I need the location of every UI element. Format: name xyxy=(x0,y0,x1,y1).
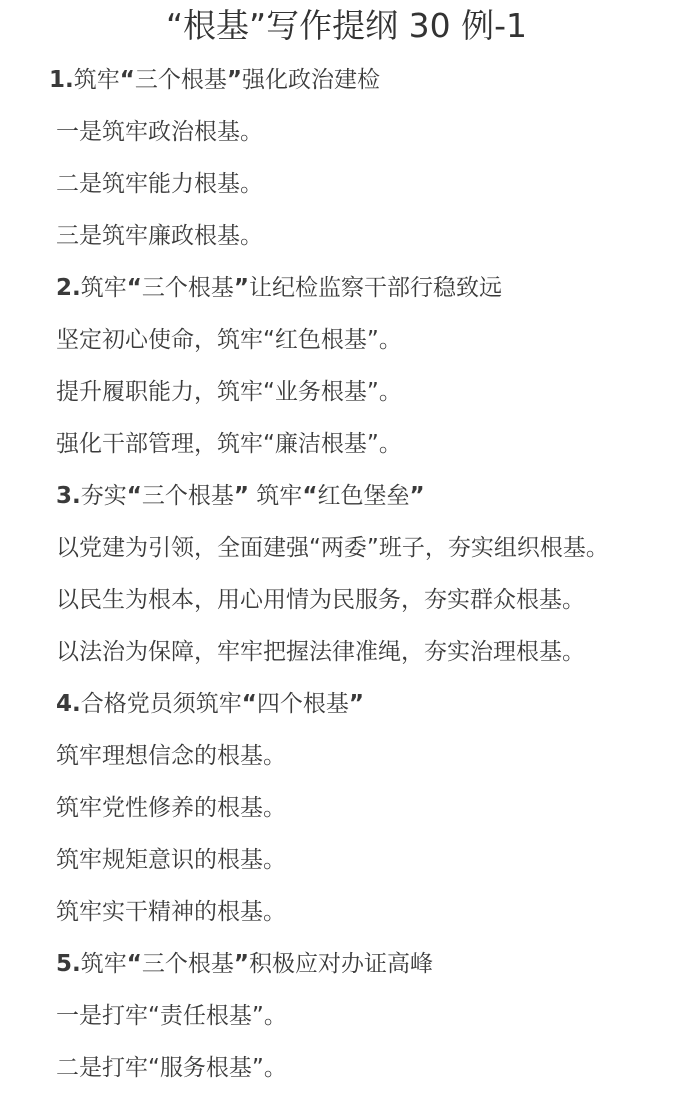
outline-item: 以法治为保障，牢牢把握法律准绳，夯实治理根基。 xyxy=(56,639,585,665)
section-heading-text: “ xyxy=(126,951,142,977)
section-heading-text: 红色堡垒 xyxy=(317,483,410,509)
outline-item: 三是筑牢廉政根基。 xyxy=(56,223,263,249)
outline-item: 筑牢理想信念的根基。 xyxy=(56,743,286,769)
section-heading-text: “ xyxy=(119,67,135,93)
section-heading-text: ” xyxy=(348,691,364,717)
section-number: 4. xyxy=(56,691,81,717)
section-heading-text: “ xyxy=(126,275,142,301)
section-heading-text: 合格党员须筑牢 xyxy=(80,691,242,717)
section-heading xyxy=(56,944,433,984)
section-heading-text: 三个根基 xyxy=(141,951,234,977)
section-heading-text: 积极应对办证高峰 xyxy=(249,951,433,977)
section-heading-text: 三个根基 xyxy=(141,275,234,301)
outline-item: 一是打牢“责任根基”。 xyxy=(56,1003,287,1029)
outline-item: 筑牢党性修养的根基。 xyxy=(56,795,286,821)
section-heading-text: ” xyxy=(233,483,249,509)
section-number: 2. xyxy=(56,275,81,301)
section-heading-text: 四个根基 xyxy=(256,691,349,717)
section-heading-text: “ xyxy=(302,483,318,509)
section-heading-text: “ xyxy=(241,691,257,717)
outline-item: 筑牢实干精神的根基。 xyxy=(56,899,286,925)
outline-item: 以民生为根本，用心用情为民服务，夯实群众根基。 xyxy=(56,587,585,613)
outline-item: 强化干部管理，筑牢“廉洁根基”。 xyxy=(56,431,402,457)
section-heading-text: 三个根基 xyxy=(141,483,234,509)
outline-item: 以党建为引领，全面建强“两委”班子，夯实组织根基。 xyxy=(56,535,609,561)
outline-item: 提升履职能力，筑牢“业务根基”。 xyxy=(56,379,402,405)
section-heading xyxy=(49,60,380,100)
section-heading-text: ” xyxy=(233,275,249,301)
section-heading-text: “ xyxy=(126,483,142,509)
outline-item: 筑牢规矩意识的根基。 xyxy=(56,847,286,873)
section-heading-text: 筑牢 xyxy=(80,275,127,301)
section-heading-text: 三个根基 xyxy=(134,67,227,93)
page-title: “根基”写作提纲 30 例-1 xyxy=(165,6,528,45)
section-heading-text: 筑牢 xyxy=(80,951,127,977)
section-heading-text: ” xyxy=(409,483,425,509)
outline-item: 二是筑牢能力根基。 xyxy=(56,171,263,197)
section-heading-text: 强化政治建检 xyxy=(242,67,380,93)
section-heading-text: 让纪检监察干部行稳致远 xyxy=(249,275,502,301)
section-heading-text: ” xyxy=(226,67,242,93)
outline-item: 二是打牢“服务根基”。 xyxy=(56,1055,287,1081)
section-number: 5. xyxy=(56,951,81,977)
section-heading xyxy=(56,476,425,516)
section-number: 3. xyxy=(56,483,81,509)
section-heading-text: ” xyxy=(233,951,249,977)
section-heading xyxy=(56,684,364,724)
section-heading-text: 筑牢 xyxy=(73,67,120,93)
section-heading xyxy=(56,268,502,308)
outline-item: 一是筑牢政治根基。 xyxy=(56,119,263,145)
section-heading-text: 筑牢 xyxy=(249,483,303,509)
outline-item: 坚定初心使命，筑牢“红色根基”。 xyxy=(56,327,402,353)
section-heading-text: 夯实 xyxy=(80,483,127,509)
section-number: 1. xyxy=(49,67,74,93)
